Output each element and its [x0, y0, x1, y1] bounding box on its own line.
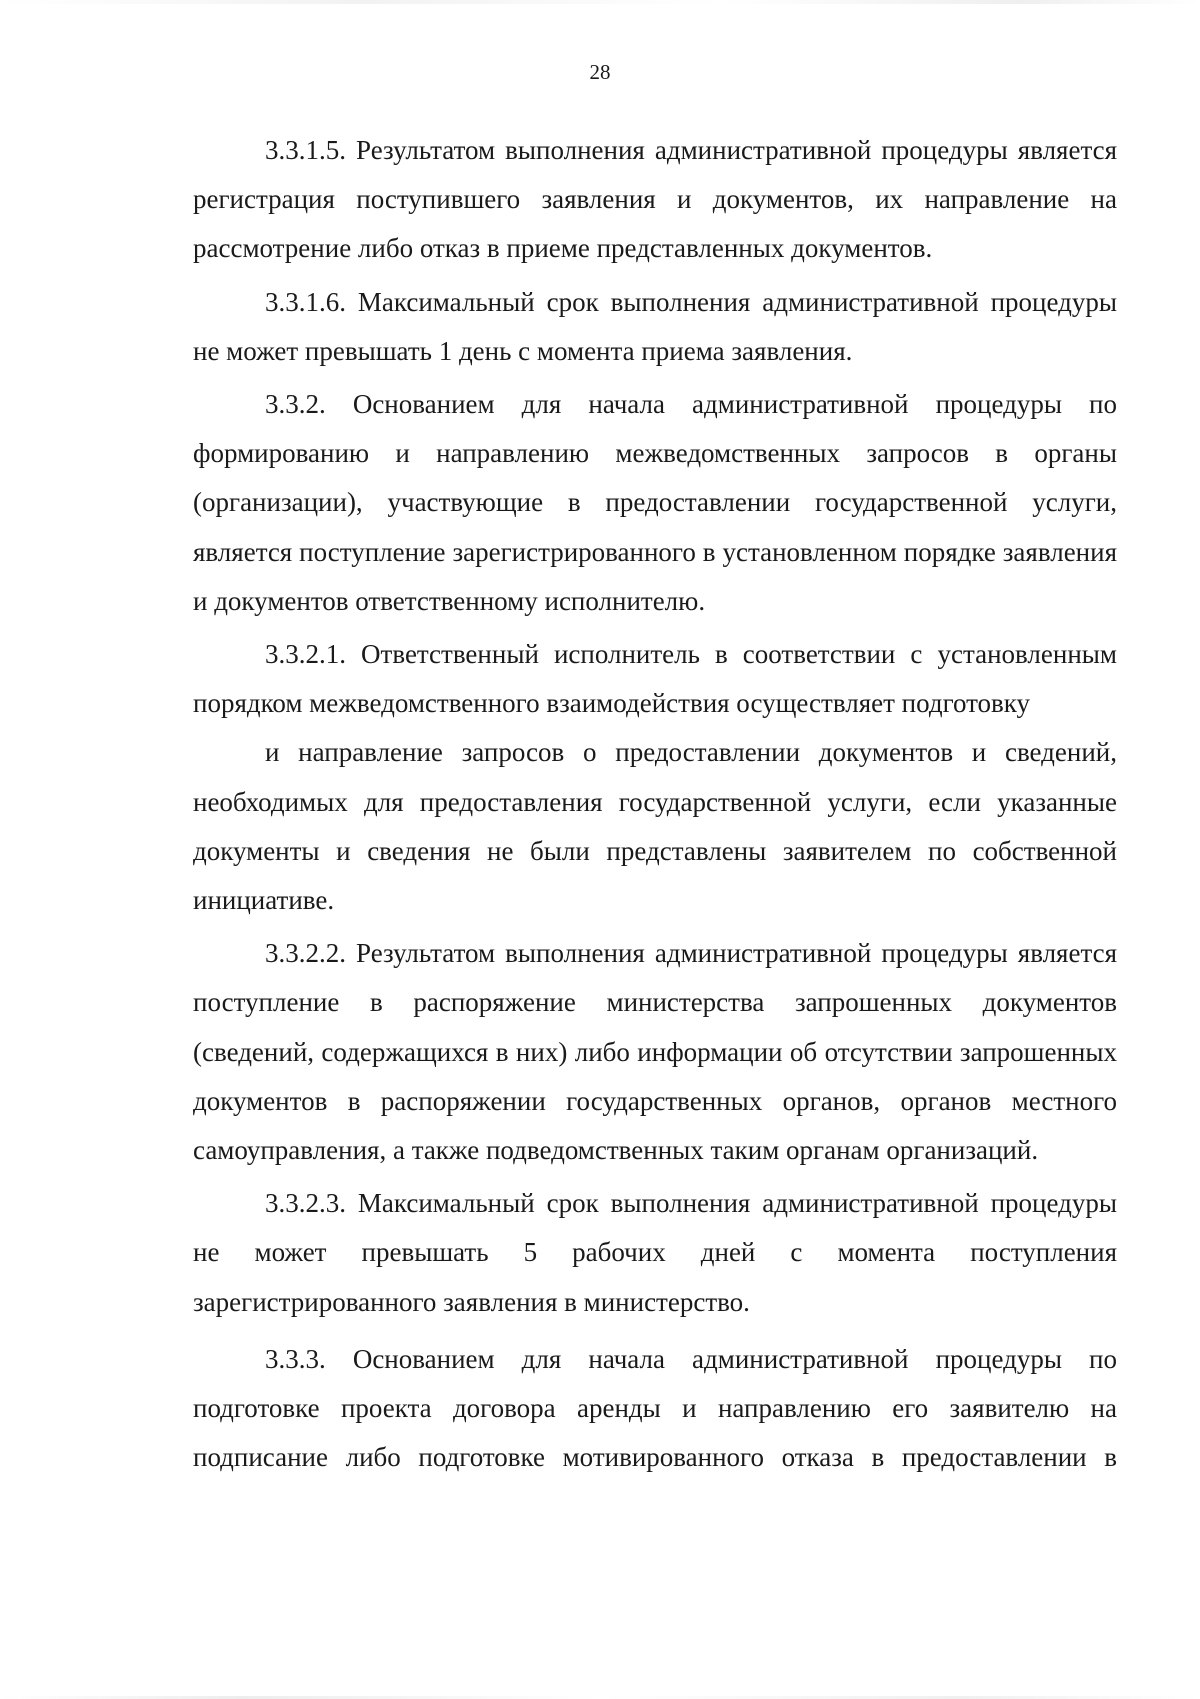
paragraph-3-3-2-2: 3.3.2.2. Результатом выполнения административной процедуры является поступление в распоряжение министерства запрошенных документов (сведений, содержащихся в них) либо информации об отсутствии запрошенных документов в распоряжении государственных органов, органов местного самоуправления, а также подведомственных таким органам организаций. [193, 938, 1117, 1166]
paragraph-3-3-2: 3.3.2. Основанием для начала административной процедуры по формированию и направлению межведомственных запросов в органы (организации), участвующие в предоставлении государственной услуги, является поступление зарегистрированного в установленном порядке заявления и документов ответственному исполнителю. [193, 389, 1117, 616]
paragraph-3-3-1-6: 3.3.1.6. Максимальный срок выполнения административной процедуры не может превышать 1 день с момента приема заявления. [193, 286, 1117, 366]
paragraph-3-3-2-3: 3.3.2.3. Максимальный срок выполнения административной процедуры не может превышать 5 рабочих дней с момента поступления зарегистрированного заявления в министерство. [193, 1188, 1117, 1317]
document-body [193, 126, 1117, 1482]
scan-edge-top [0, 0, 1200, 4]
paragraph-3-3-2-1: 3.3.2.1. Ответственный исполнитель в соответствии с установленным порядком межведомственного взаимодействия осуществляет подготовку [193, 639, 1117, 719]
paragraph-3-3-1-5: 3.3.1.5. Результатом выполнения административной процедуры является регистрация поступившего заявления и документов, их направление на рассмотрение либо отказ в приеме представленных документов. [193, 135, 1117, 264]
page-number: 28 [589, 60, 611, 84]
paragraph-3-3-2-1-continued: и направление запросов о предоставлении документов и сведений, необходимых для предоставления государственной услуги, если указанные документы и сведения не были представлены заявителем по собственной инициативе. [193, 737, 1117, 916]
paragraph-3-3-3: 3.3.3. Основанием для начала административной процедуры по подготовке проекта договора аренды и направлению его заявителю на подписание либо подготовке мотивированного отказа в предоставлении в [193, 1343, 1117, 1473]
